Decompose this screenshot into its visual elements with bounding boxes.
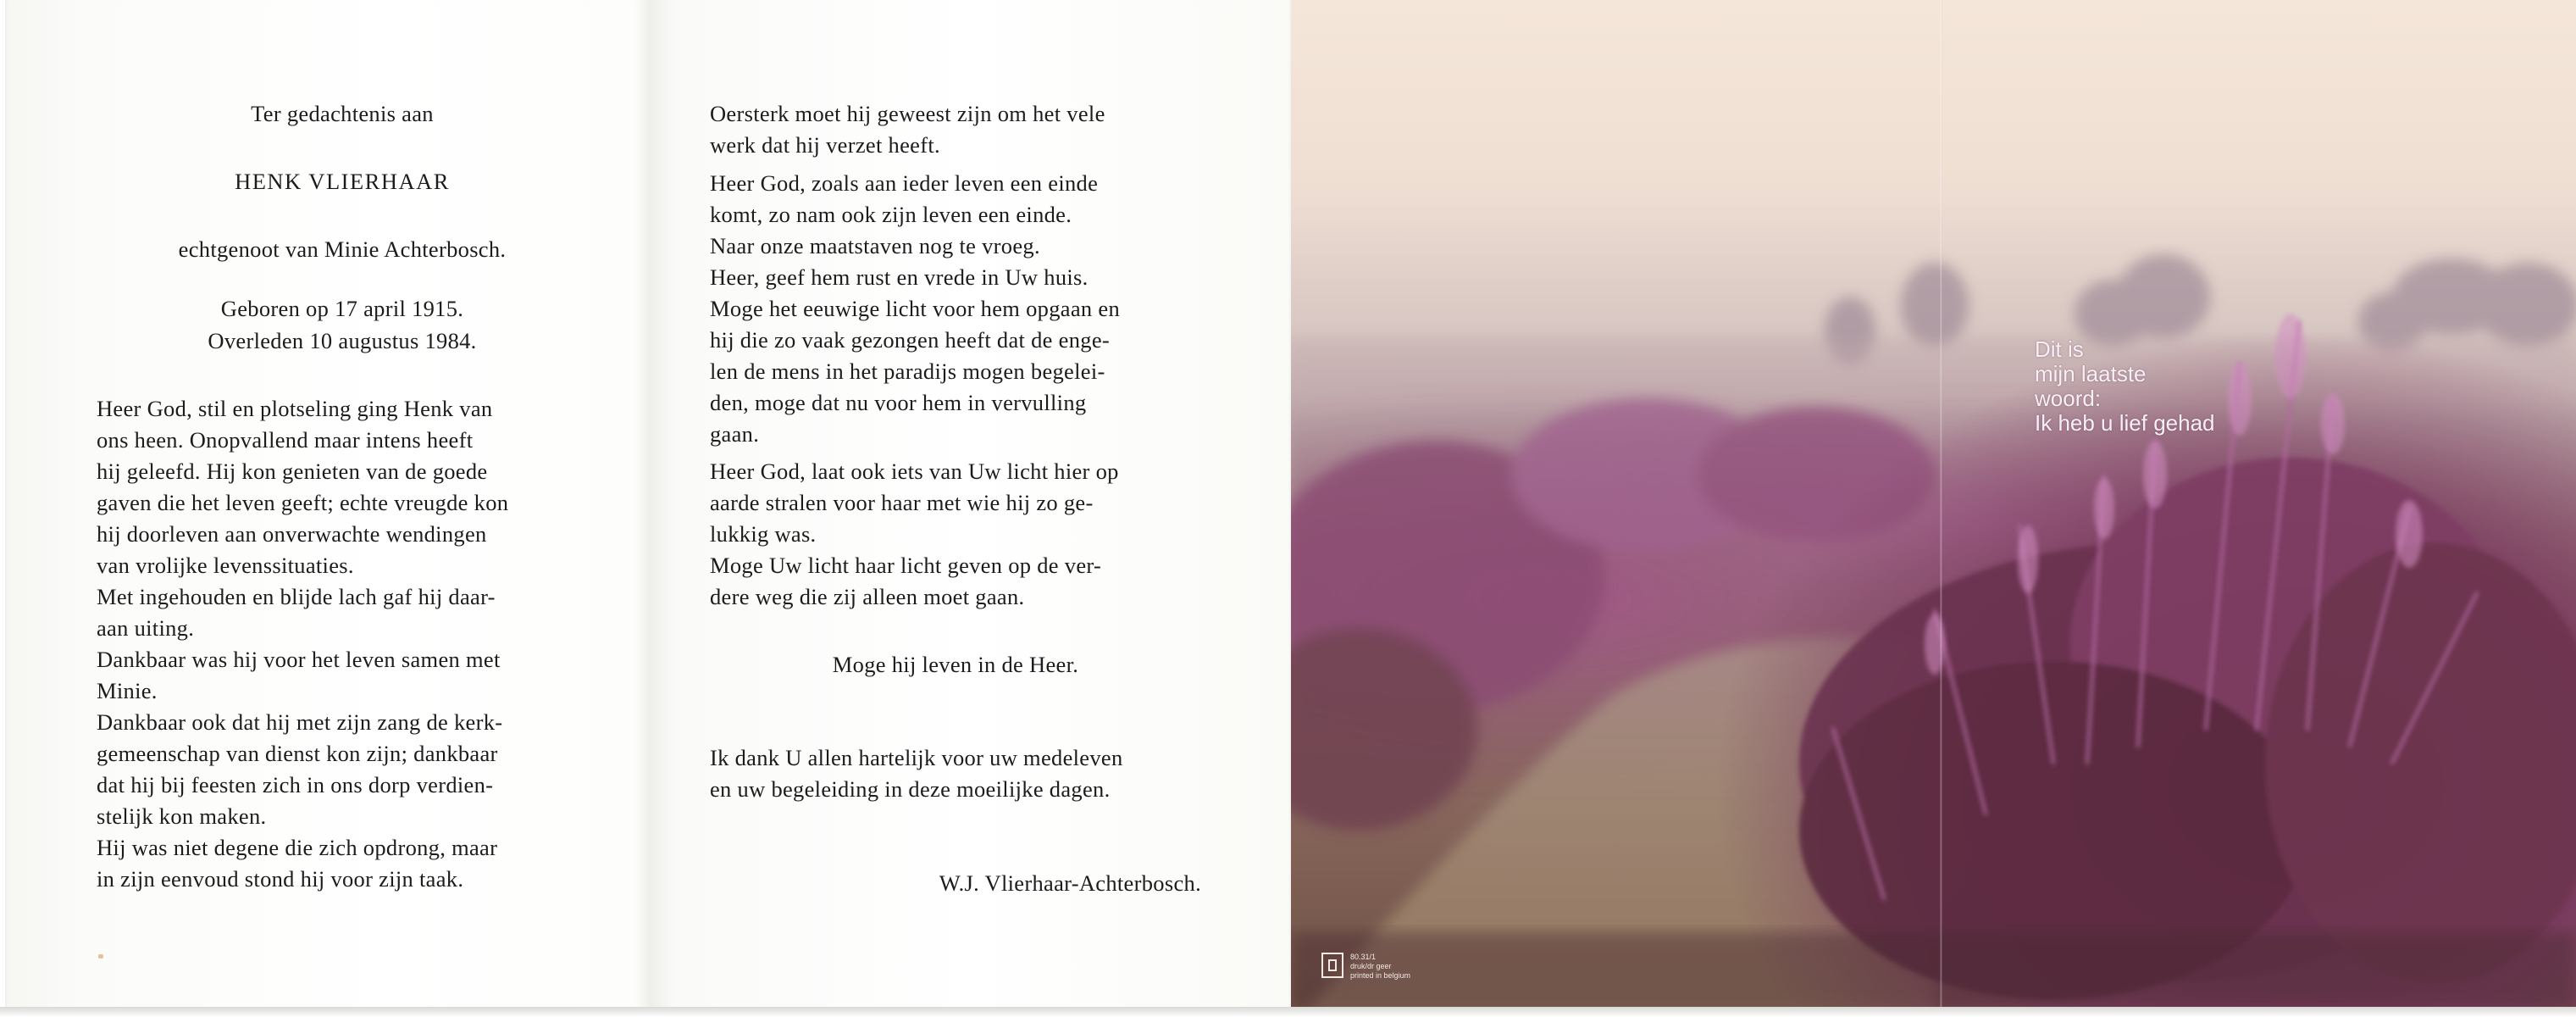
signature: W.J. Vlierhaar-Achterbosch. bbox=[939, 870, 1201, 896]
text-line: Dankbaar was hij voor het leven samen met bbox=[97, 647, 501, 672]
quote-line: mijn laatste bbox=[2035, 361, 2147, 386]
text-line: Heer God, zoals aan ieder leven een einde bbox=[710, 170, 1099, 196]
blessing-line: Moge hij leven in de Heer. bbox=[832, 652, 1079, 677]
deceased-name: HENK VLIERHAAR bbox=[235, 169, 450, 194]
quote-line: woord: bbox=[2035, 386, 2102, 411]
publisher-line: druk/dr geer bbox=[1350, 962, 1392, 970]
text-line: lukkig was. bbox=[710, 521, 817, 547]
heading: Ter gedachtenis aan bbox=[251, 101, 434, 126]
text-line: Heer God, stil en plotseling ging Henk van bbox=[97, 396, 493, 421]
text-line: Dankbaar ook dat hij met zijn zang de kerk- bbox=[97, 709, 503, 735]
text-line: dere weg die zij alleen moet gaan. bbox=[710, 584, 1025, 609]
paper-speck bbox=[98, 954, 103, 959]
publisher-line: printed in belgium bbox=[1350, 971, 1411, 980]
text-line: Hij was niet degene die zich opdrong, maar bbox=[97, 835, 498, 860]
quote-line: Ik heb u lief gehad bbox=[2035, 410, 2215, 436]
text-line: hij geleefd. Hij kon genieten van de goede bbox=[97, 458, 488, 484]
card-inner-spread bbox=[5, 0, 1291, 1014]
text-line: aarde stralen voor haar met wie hij zo ge- bbox=[710, 490, 1094, 515]
spouse-line: echtgenoot van Minie Achterbosch. bbox=[178, 236, 507, 262]
text-line: Oersterk moet hij geweest zijn om het vele bbox=[710, 101, 1105, 126]
thanks-line: en uw begeleiding in deze moeilijke dagen. bbox=[710, 776, 1111, 802]
text-line: Heer God, laat ook iets van Uw licht hier op bbox=[710, 458, 1119, 484]
text-line: Minie. bbox=[97, 678, 158, 703]
publisher-text bbox=[1350, 953, 1410, 981]
cover-fold-line bbox=[1940, 0, 1942, 1009]
text-line: hij die zo vaak gezongen heeft dat de enge- bbox=[710, 327, 1111, 353]
text-line: stelijk kon maken. bbox=[97, 803, 267, 829]
text-line: gaven die het leven geeft; echte vreugde kon bbox=[97, 490, 509, 515]
publisher-mark bbox=[1321, 953, 1410, 981]
cover-quote bbox=[2035, 337, 2215, 436]
text-line: Heer, geef hem rust en vrede in Uw huis. bbox=[710, 264, 1089, 290]
thanks-line: Ik dank U allen hartelijk voor uw medeleven bbox=[710, 745, 1123, 770]
text-line: den, moge dat nu voor hem in vervulling bbox=[710, 390, 1087, 415]
birth-date: Geboren op 17 april 1915. bbox=[220, 296, 464, 321]
quote-line: Dit is bbox=[2035, 336, 2084, 362]
cover-photo bbox=[1291, 0, 2576, 1009]
text-line: aan uiting. bbox=[97, 615, 195, 641]
text-line: van vrolijke levenssituaties. bbox=[97, 553, 354, 578]
text-line: dat hij bij feesten zich in ons dorp verdien- bbox=[97, 772, 494, 797]
text-line: Moge Uw licht haar licht geven op de ver- bbox=[710, 553, 1102, 578]
text-line: Met ingehouden en blijde lach gaf hij daar- bbox=[97, 584, 496, 609]
text-line: hij doorleven aan onverwachte wendingen bbox=[97, 521, 487, 547]
publisher-logo-icon bbox=[1321, 953, 1343, 978]
text-line: komt, zo nam ook zijn leven een einde. bbox=[710, 202, 1072, 227]
death-date: Overleden 10 augustus 1984. bbox=[208, 328, 477, 353]
text-line: len de mens in het paradijs mogen begelei- bbox=[710, 358, 1105, 384]
text-line: werk dat hij verzet heeft. bbox=[710, 132, 940, 158]
text-line: Naar onze maatstaven nog te vroeg. bbox=[710, 233, 1040, 258]
publisher-code: 80.31/1 bbox=[1350, 953, 1377, 961]
text-line: Moge het eeuwige licht voor hem opgaan en bbox=[710, 296, 1120, 321]
text-line: gemeenschap van dienst kon zijn; dankbaar bbox=[97, 741, 498, 766]
heather-landscape-image bbox=[1291, 0, 2576, 1009]
text-line: gaan. bbox=[710, 421, 760, 447]
text-line: ons heen. Onopvallend maar intens heeft bbox=[97, 427, 474, 453]
scan-bottom-edge bbox=[0, 1007, 2576, 1017]
text-line: in zijn eenvoud stond hij voor zijn taak. bbox=[97, 866, 464, 892]
